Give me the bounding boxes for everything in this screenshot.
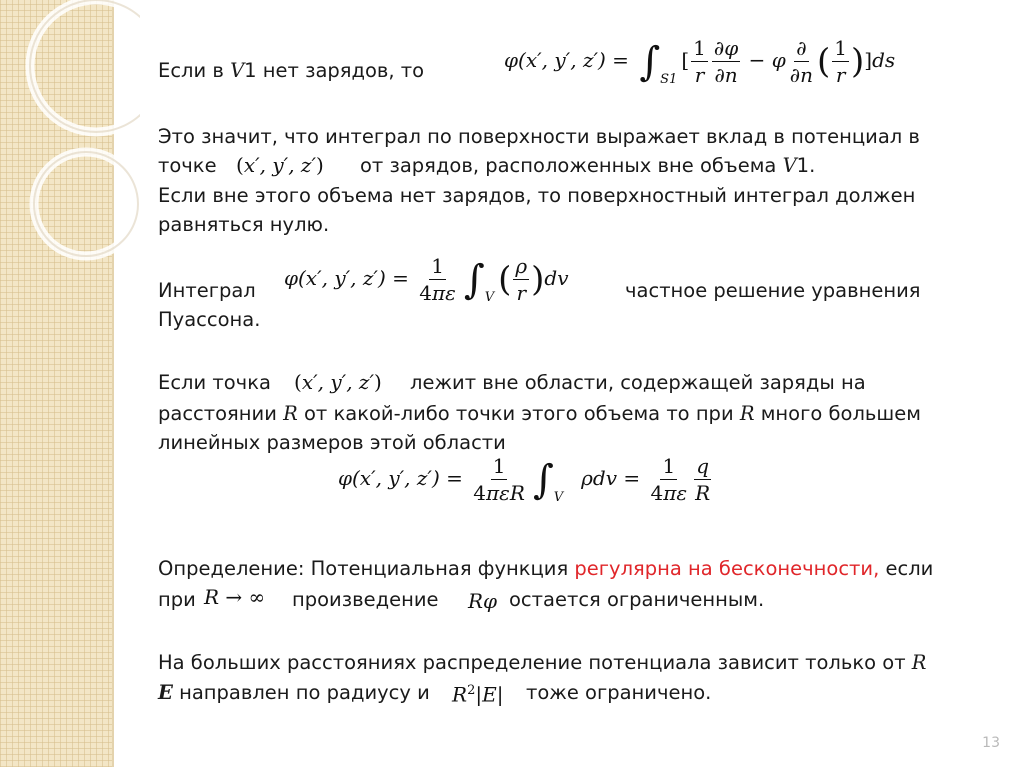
paragraph-5-line-b: E направлен по радиусу и [158, 681, 430, 704]
paragraph-5-line-b2: тоже ограничено. [526, 681, 712, 704]
paragraph-3-line-a: Если точка [158, 371, 271, 394]
formula-far-field: φ(x′, y′, z′) = $\frac{1}{\text{4πεR}}$ $\int_V\rho dv$ = $\frac{1}{4\pi\varepsilon}$ $\frac{q}{R}$ [338, 454, 711, 505]
paragraph-1-line-a: Это значит, что интеграл по поверхности выражает вклад в потенциал в [158, 125, 920, 148]
paragraph-5-line-a: На больших расстояниях распределение потенциала зависит только от R [158, 651, 927, 674]
formula-r2-e: $R^2|E|$ [452, 682, 504, 707]
page-number: 13 [982, 735, 1000, 751]
paragraph-2-line-b: частное решение уравнения [625, 279, 921, 302]
paragraph-1-line-e: равняться нулю. [158, 213, 330, 236]
paragraph-3-line-c: линейных размеров этой области [158, 431, 506, 454]
paragraph-4-line-a: Определение: Потенциальная функция регулярна на бесконечности, если [158, 557, 934, 580]
formula-r-phi: Rφ [468, 589, 498, 613]
paragraph-4-line-b2: произведение [292, 588, 439, 611]
paragraph-1-line-d: Если вне этого объема нет зарядов, то поверхностный интеграл должен [158, 184, 916, 207]
formula-surface-integral: φ(x′, y′, $z') = \int_{S1}$[ $\frac{1}{r}$ $\frac{\partial\varphi}{\partial n}$ − φ $\frac{\partial}{\partial n}$ ( $\frac{1}{r}$ )]ds [504, 36, 896, 87]
paragraph-1-line-c: от зарядов, расположенных вне объема V1. [360, 154, 816, 177]
formula-poisson-integral: φ(x′, y′, z′) = $\frac{1}{4\pi\varepsilon}$ $\int_V$ ( $\frac{\rho}{r}$ )dv [284, 254, 569, 305]
paragraph-1-line-b: точке [158, 154, 217, 177]
line-1: Если в V1 нет зарядов, то [158, 59, 425, 82]
paragraph-4-line-b3: остается ограниченным. [509, 588, 765, 611]
formula-point-2: (x′, y′, z′) [294, 370, 382, 394]
formula-point-1: (x′, y′, z′) [236, 153, 324, 177]
formula-r-to-infinity: R → ∞ [204, 585, 266, 609]
paragraph-3-line-a2: лежит вне области, содержащей заряды на [410, 371, 866, 394]
paragraph-2-line-a: Интеграл [158, 279, 256, 302]
highlight-regular-at-infinity: регулярна на бесконечности, [574, 557, 880, 580]
paragraph-3-line-b: расстоянии R от какой-либо точки этого объема то при R много большем [158, 402, 921, 425]
decorative-circles [0, 0, 140, 320]
paragraph-4-line-b1: при [158, 588, 196, 611]
paragraph-2-line-c: Пуассона. [158, 308, 261, 331]
